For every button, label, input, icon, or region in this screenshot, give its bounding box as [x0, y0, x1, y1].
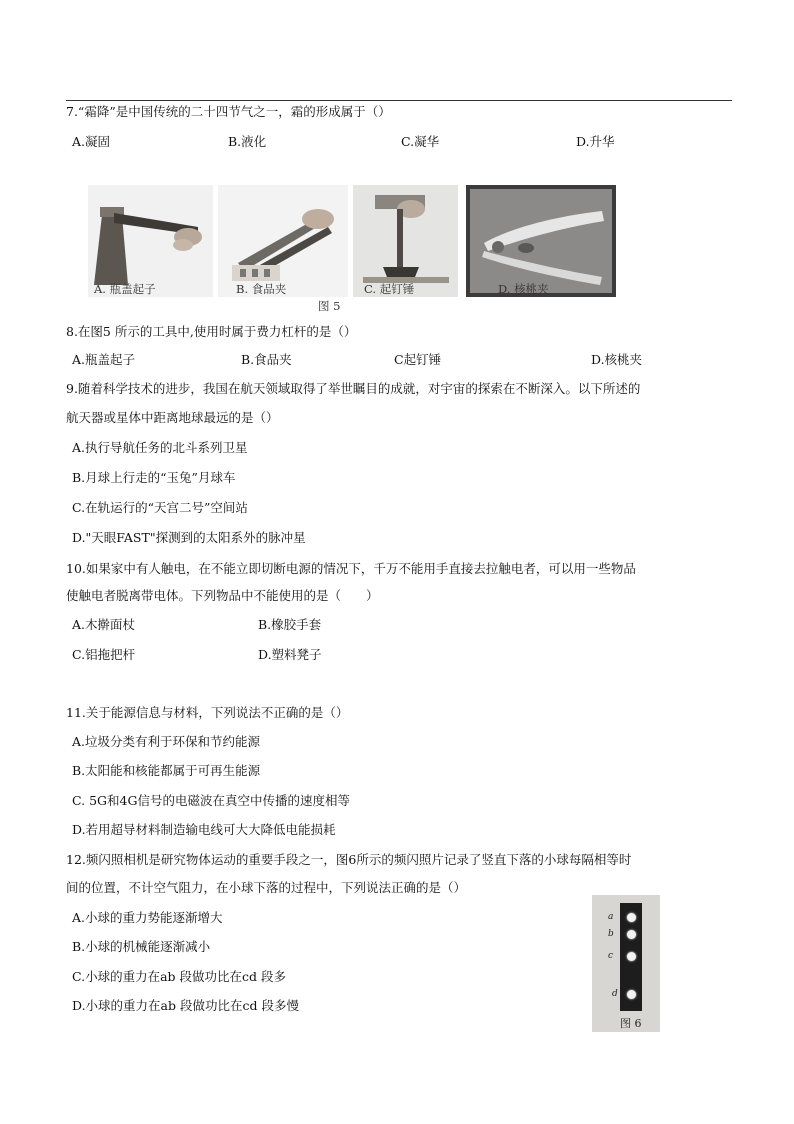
figure-5-caption-a: A. 瓶盖起子	[94, 282, 156, 296]
q11-stem: 11.关于能源信息与材料，下列说法不正确的是（）	[66, 705, 349, 720]
ball-label-b: b	[608, 929, 614, 939]
ball-label-d: d	[612, 989, 618, 999]
q9-option-a: A.执行导航任务的北斗系列卫星	[72, 440, 248, 455]
q10-stem-line-1: 10.如果家中有人触电，在不能立即切断电源的情况下，千万不能用手直接去拉触电者，可以用一些物品	[66, 561, 636, 576]
q7-option-a: A.凝固	[72, 134, 111, 149]
figure-5	[88, 185, 616, 317]
q7-stem: 7.“霜降”是中国传统的二十四节气之一，霜的形成属于（）	[66, 104, 391, 119]
figure-5-caption-d: D. 核桃夹	[498, 282, 549, 296]
q8-option-c: C起钉锤	[394, 352, 442, 367]
figure-5-caption-b: B. 食品夹	[236, 282, 287, 296]
figure-6-label: 图 6	[620, 1017, 642, 1030]
q11-option-d: D.若用超导材料制造输电线可大大降低电能损耗	[72, 822, 336, 837]
q9-stem-line-2: 航天器或星体中距离地球最远的是（）	[66, 410, 279, 425]
ball-position-b	[627, 930, 636, 939]
q8-option-b: B.食品夹	[241, 352, 292, 367]
q9-option-c: C.在轨运行的“天宫二号”空间站	[72, 500, 248, 515]
ball-label-c: c	[608, 951, 614, 961]
q12-option-a: A.小球的重力势能逐渐增大	[72, 910, 223, 925]
q12-option-d: D.小球的重力在ab 段做功比在cd 段多慢	[72, 998, 299, 1013]
q7-option-c: C.凝华	[401, 134, 440, 149]
q7-option-b: B.液化	[228, 134, 267, 149]
q8-stem: 8.在图5 所示的工具中,使用时属于费力杠杆的是（）	[66, 324, 357, 339]
q10-option-d: D.塑料凳子	[258, 647, 322, 662]
figure-5-caption-c: C. 起钉锤	[364, 282, 415, 296]
q11-option-a: A.垃圾分类有利于环保和节约能源	[72, 734, 261, 749]
q9-option-d: D."天眼FAST"探测到的太阳系外的脉冲星	[72, 530, 306, 545]
q10-stem-line-2: 使触电者脱离带电体。下列物品中不能使用的是（ ）	[66, 588, 379, 603]
ball-label-a: a	[608, 912, 614, 922]
q7-option-d: D.升华	[576, 134, 615, 149]
ball-position-c	[627, 952, 636, 961]
q10-option-c: C.铝拖把杆	[72, 647, 136, 662]
q8-option-d: D.核桃夹	[591, 352, 643, 367]
q12-option-b: B.小球的机械能逐渐减小	[72, 939, 211, 954]
figure-6	[592, 895, 660, 1032]
figure-5-label: 图 5	[318, 299, 341, 313]
ball-position-a	[627, 913, 636, 922]
q11-option-b: B.太阳能和核能都属于可再生能源	[72, 763, 261, 778]
q11-option-c: C. 5G和4G信号的电磁波在真空中传播的速度相等	[72, 793, 350, 808]
q9-stem-line-1: 9.随着科学技术的进步，我国在航天领域取得了举世瞩目的成就，对宇宙的探索在不断深入。以下所述的	[66, 381, 641, 396]
q12-stem-line-1: 12.频闪照相机是研究物体运动的重要手段之一，图6所示的频闪照片记录了竖直下落的小球每隔相等时	[66, 852, 632, 867]
q12-stem-line-2: 间的位置，不计空气阻力，在小球下落的过程中，下列说法正确的是（）	[66, 880, 467, 895]
q8-option-a: A.瓶盖起子	[72, 352, 136, 367]
ball-position-d	[627, 990, 636, 999]
q12-option-c: C.小球的重力在ab 段做功比在cd 段多	[72, 969, 286, 984]
q10-option-a: A.木擀面杖	[72, 617, 136, 632]
header-rule	[66, 100, 732, 101]
q9-option-b: B.月球上行走的“玉兔”月球车	[72, 470, 236, 485]
q10-option-b: B.橡胶手套	[258, 617, 322, 632]
